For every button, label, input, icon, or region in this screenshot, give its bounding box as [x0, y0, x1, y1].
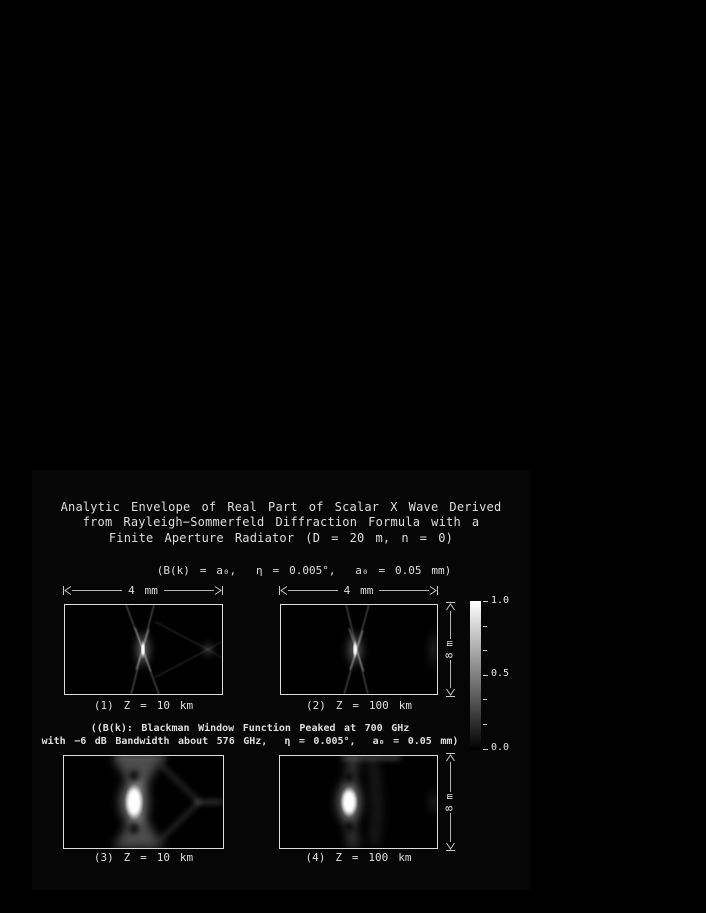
panel-3-caption: (3) Z = 10 km — [93, 851, 194, 864]
colorbar-gradient — [470, 601, 481, 750]
xwave-intensity-map-2 — [281, 605, 437, 694]
width-label: 4 mm — [343, 584, 374, 597]
plot-window — [32, 470, 530, 890]
colorbar-label-min: 0.0 — [491, 742, 510, 753]
width-label: 4 mm — [128, 584, 158, 597]
dimension-end-tick — [446, 850, 455, 851]
subtitle-parameters-1: (B(k) = a₀, η = 0.005°, a₀ = 0.05 mm) — [156, 564, 452, 577]
subtitle-parameters-2-line2: with −6 dB Bandwidth about 576 GHz, η = 0.005°, a₀ = 0.05 mm) — [41, 736, 459, 747]
dimension-end-tick — [437, 586, 438, 595]
colorbar-tick-minor — [483, 724, 487, 725]
panel-4-image — [279, 755, 438, 849]
panel-1-caption: (1) Z = 10 km — [93, 699, 194, 712]
arrowhead-down-icon — [446, 688, 455, 696]
arrowhead-left-icon — [64, 586, 72, 595]
dimension-line — [450, 762, 451, 792]
arrowhead-right-icon — [429, 586, 437, 595]
figure-title-line3: Finite Aperture Radiator (D = 20 m, n = 0) — [108, 531, 454, 545]
colorbar-tick-minor — [483, 650, 487, 651]
dimension-line — [72, 590, 122, 591]
dimension-line — [450, 611, 451, 639]
dimension-line — [379, 590, 429, 591]
arrowhead-right-icon — [214, 586, 222, 595]
colorbar-tick-minor — [483, 699, 487, 700]
figure-title-line2: from Rayleigh−Sommerfeld Diffraction Formula with a — [82, 515, 480, 529]
height-label: 8 m — [445, 792, 456, 812]
panel-1-image — [64, 604, 223, 695]
colorbar-tick-minor — [483, 626, 487, 627]
width-dimension-arrow-1 — [63, 584, 223, 597]
colorbar-tick-major — [483, 675, 488, 676]
height-dimension-arrow-2 — [444, 753, 457, 851]
dimension-line — [450, 660, 451, 688]
dimension-end-tick — [446, 696, 455, 697]
colorbar-label-mid: 0.5 — [491, 668, 510, 679]
dimension-line — [288, 590, 338, 591]
height-dimension-arrow-1 — [444, 602, 457, 697]
arrowhead-up-icon — [446, 754, 455, 762]
xwave-intensity-map-4 — [280, 756, 437, 848]
panel-4-caption: (4) Z = 100 km — [305, 851, 412, 864]
colorbar-tick-major — [483, 601, 488, 602]
xwave-intensity-map-1 — [65, 605, 222, 694]
panel-2-caption: (2) Z = 100 km — [306, 699, 412, 712]
panel-3-image — [63, 755, 224, 849]
dimension-line — [450, 813, 451, 843]
width-dimension-arrow-2 — [279, 584, 438, 597]
height-label: 8 m — [445, 640, 456, 659]
colorbar-label-max: 1.0 — [491, 595, 510, 606]
colorbar-tick-major — [483, 749, 488, 750]
xwave-intensity-map-3 — [64, 756, 223, 848]
panel-2-image — [280, 604, 438, 695]
dimension-line — [164, 590, 214, 591]
subtitle-parameters-2-line1: ((B(k): Blackman Window Function Peaked at 700 GHz — [90, 723, 410, 734]
arrowhead-up-icon — [446, 603, 455, 611]
arrowhead-down-icon — [446, 842, 455, 850]
arrowhead-left-icon — [280, 586, 288, 595]
dimension-end-tick — [222, 586, 223, 595]
figure-title-line1: Analytic Envelope of Real Part of Scalar X Wave Derived — [60, 500, 502, 514]
